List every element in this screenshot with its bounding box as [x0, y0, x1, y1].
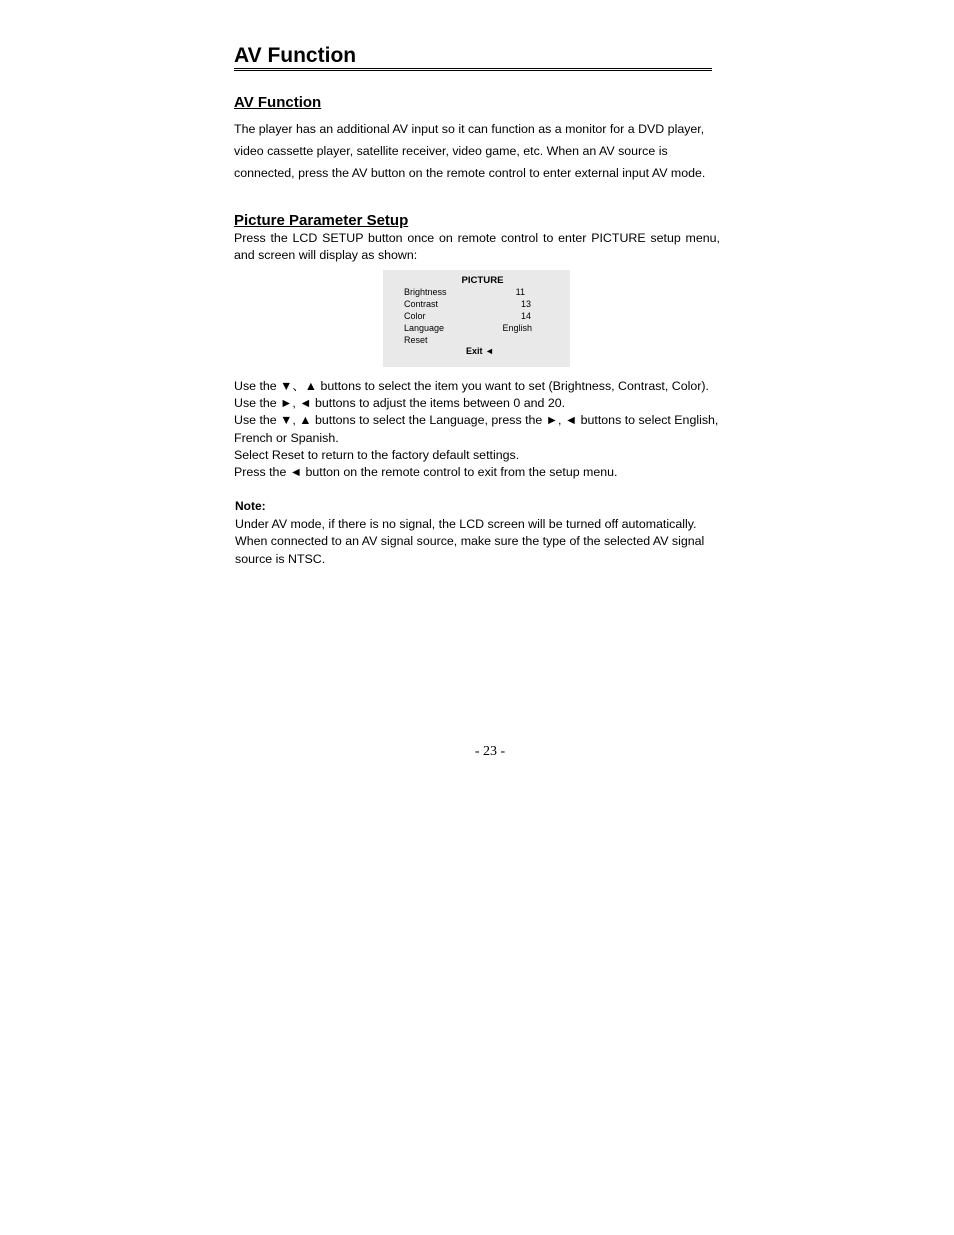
- menu-label: Brightness: [404, 287, 447, 297]
- picture-menu-screen: [383, 270, 570, 367]
- note-line: When connected to an AV signal source, make sure the type of the selected AV signal: [235, 534, 705, 549]
- section-heading-picture-setup: Picture Parameter Setup: [234, 212, 409, 229]
- menu-row-brightness: [404, 286, 531, 298]
- menu-label: Language: [404, 323, 445, 333]
- menu-title: PICTURE: [461, 275, 504, 286]
- note-line: Under AV mode, if there is no signal, the LCD screen will be turned off automatically.: [235, 517, 697, 531]
- note-title: Note:: [235, 499, 266, 513]
- note-line: source is NTSC.: [235, 551, 326, 566]
- menu-label: Reset: [404, 335, 428, 345]
- menu-row-color: [404, 310, 531, 322]
- instruction-line: Use the ►, ◄ buttons to adjust the items between 0 and 20.: [234, 396, 566, 411]
- menu-label: Contrast: [404, 299, 439, 309]
- page-title-rule: [234, 44, 712, 71]
- instructions-block: [234, 378, 734, 481]
- av-line-3: connected, press the AV button on the remote control to enter external input AV mode.: [234, 166, 706, 180]
- page-title: AV Function: [234, 44, 357, 67]
- menu-row-reset: [404, 334, 531, 346]
- menu-exit: Exit ◄: [466, 346, 494, 356]
- menu-label: Color: [404, 311, 426, 321]
- instruction-line: Press the ◄ button on the remote control to exit from the setup menu.: [234, 465, 618, 480]
- av-line-2: video cassette player, satellite receiver, video game, etc. When an AV source is: [234, 144, 668, 158]
- instruction-line: Use the ▼, ▲ buttons to select the Language, press the ►, ◄ buttons to select English,: [234, 413, 719, 428]
- note-block: [235, 516, 725, 568]
- av-line-1: The player has an additional AV input so it can function as a monitor for a DVD player,: [234, 122, 705, 136]
- menu-value: 13: [520, 299, 531, 309]
- instruction-line: French or Spanish.: [234, 430, 339, 445]
- menu-row-contrast: [404, 298, 531, 310]
- picture-setup-intro: Press the LCD SETUP button once on remote control to enter PICTURE setup menu, and screen will display as shown:: [234, 231, 720, 263]
- page-number: - 23 -: [474, 744, 506, 759]
- menu-value: English: [502, 323, 532, 333]
- menu-row-language: [404, 322, 531, 334]
- av-function-paragraph: [234, 118, 720, 184]
- menu-value: 14: [520, 311, 531, 321]
- instruction-line: Select Reset to return to the factory default settings.: [234, 447, 520, 462]
- instruction-line: Use the ▼、▲ buttons to select the item you want to set (Brightness, Contrast, Color).: [234, 379, 709, 393]
- menu-value: 11: [515, 287, 525, 297]
- section-heading-av-function: AV Function: [234, 94, 322, 111]
